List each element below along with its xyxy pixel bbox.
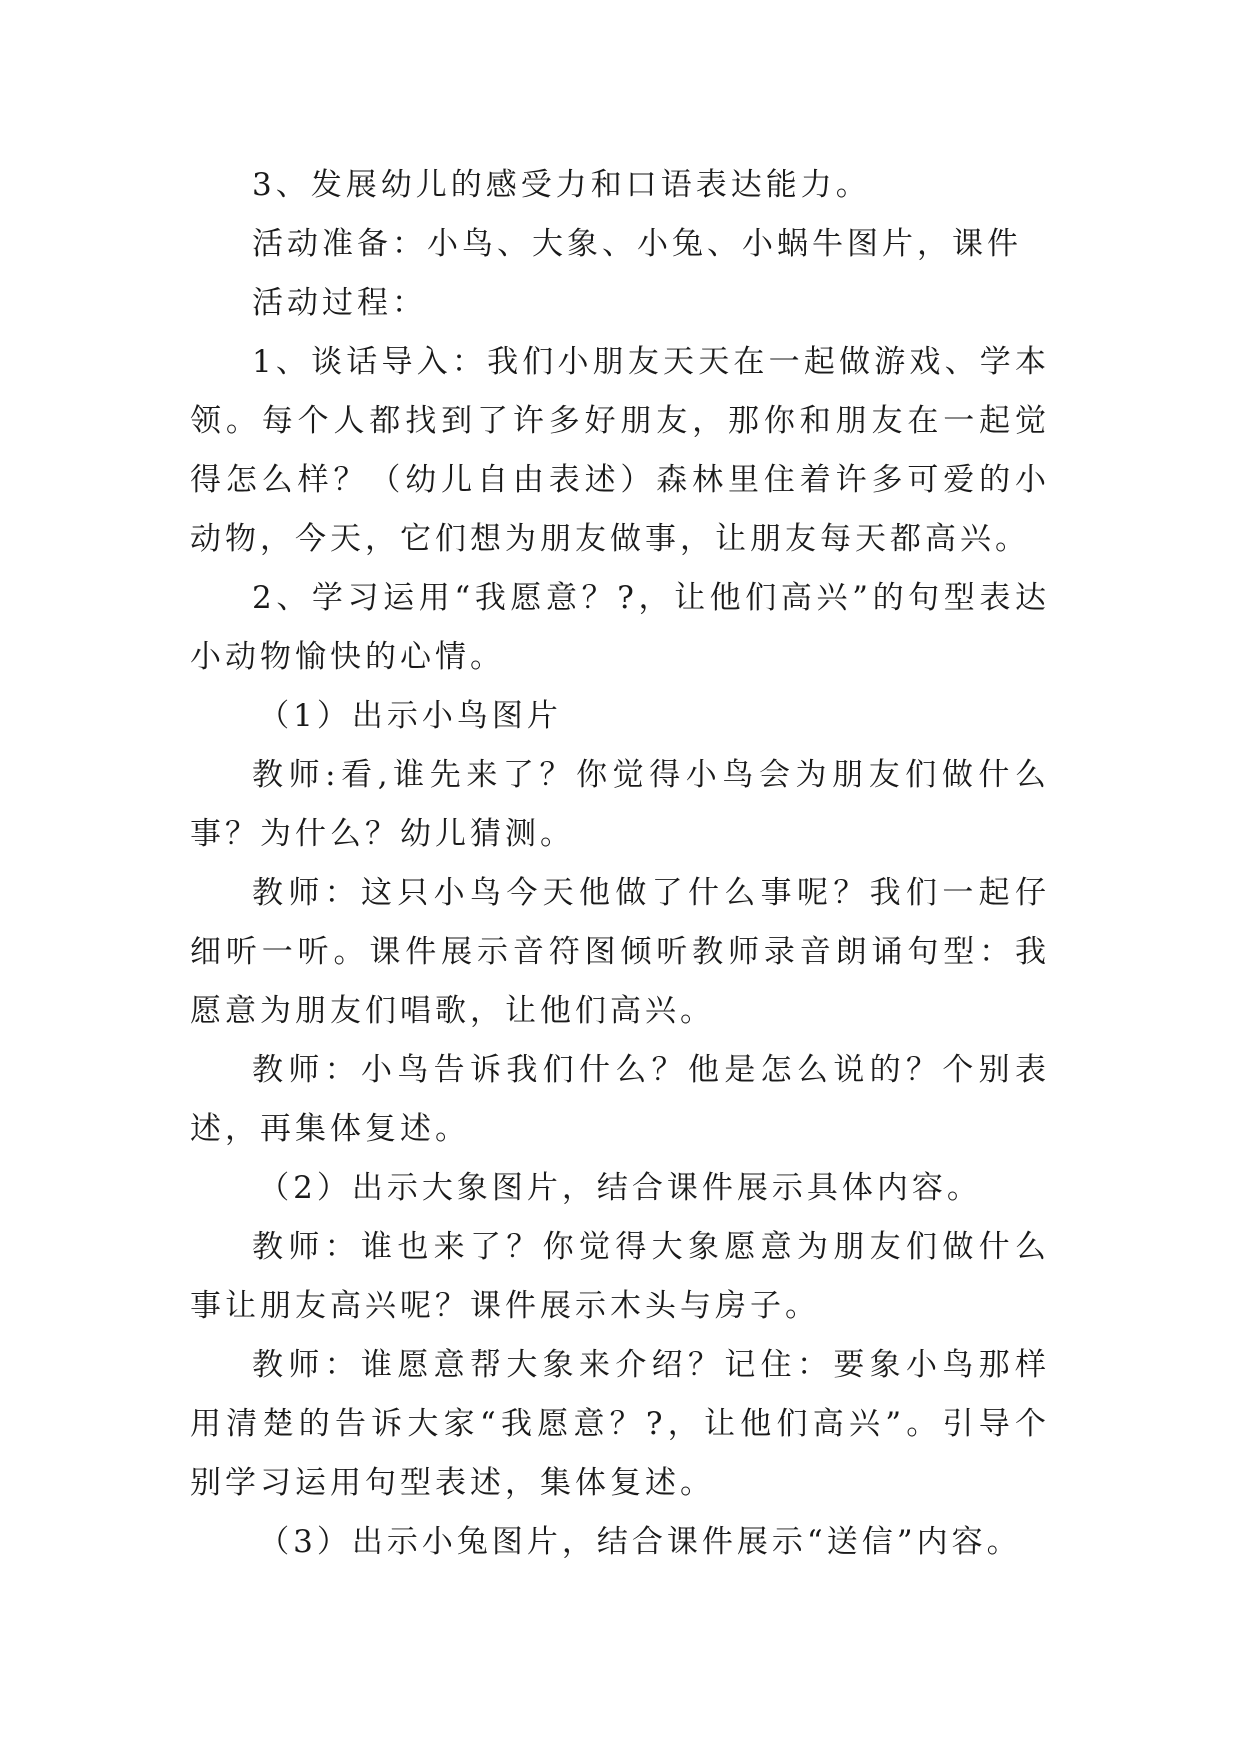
paragraph-teacher-bird-question: 教师:看,谁先来了？你觉得小鸟会为朋友们做什么事？为什么？幼儿猜测。 <box>190 757 1050 852</box>
paragraph-substep-bird: （1）出示小鸟图片 <box>258 698 562 734</box>
paragraph-teacher-bird-retell: 教师：小鸟告诉我们什么？他是怎么说的？个别表述，再集体复述。 <box>190 1052 1050 1147</box>
paragraph-teacher-bird-listen: 教师：这只小鸟今天他做了什么事呢？我们一起仔细听一听。课件展示音符图倾听教师录音朗诵句型：我愿意为朋友们唱歌，让他们高兴。 <box>190 875 1050 1029</box>
paragraph-step-1: 1、谈话导入：我们小朋友天天在一起做游戏、学本领。每个人都找到了许多好朋友，那你和朋友在一起觉得怎么样？（幼儿自由表述）森林里住着许多可爱的小动物，今天，它们想为朋友做事，让朋友每天都高兴。 <box>190 344 1050 557</box>
paragraph-substep-rabbit: （3）出示小兔图片，结合课件展示“送信”内容。 <box>258 1524 1022 1560</box>
body-text <box>190 156 1050 1572</box>
paragraph-teacher-elephant-question: 教师：谁也来了？你觉得大象愿意为朋友们做什么事让朋友高兴呢？课件展示木头与房子。 <box>190 1229 1050 1324</box>
paragraph-teacher-elephant-introduce: 教师：谁愿意帮大象来介绍？记住：要象小鸟那样用清楚的告诉大家“我愿意？?，让他们高兴”。引导个别学习运用句型表述，集体复述。 <box>190 1347 1050 1501</box>
paragraph-preparation: 活动准备：小鸟、大象、小兔、小蜗牛图片，课件 <box>252 226 1022 262</box>
paragraph-goal-3: 3、发展幼儿的感受力和口语表达能力。 <box>252 167 871 203</box>
paragraph-substep-elephant: （2）出示大象图片，结合课件展示具体内容。 <box>258 1170 982 1206</box>
paragraph-step-2: 2、学习运用“我愿意？?，让他们高兴”的句型表达小动物愉快的心情。 <box>190 580 1050 675</box>
paragraph-process-heading: 活动过程： <box>252 285 427 321</box>
